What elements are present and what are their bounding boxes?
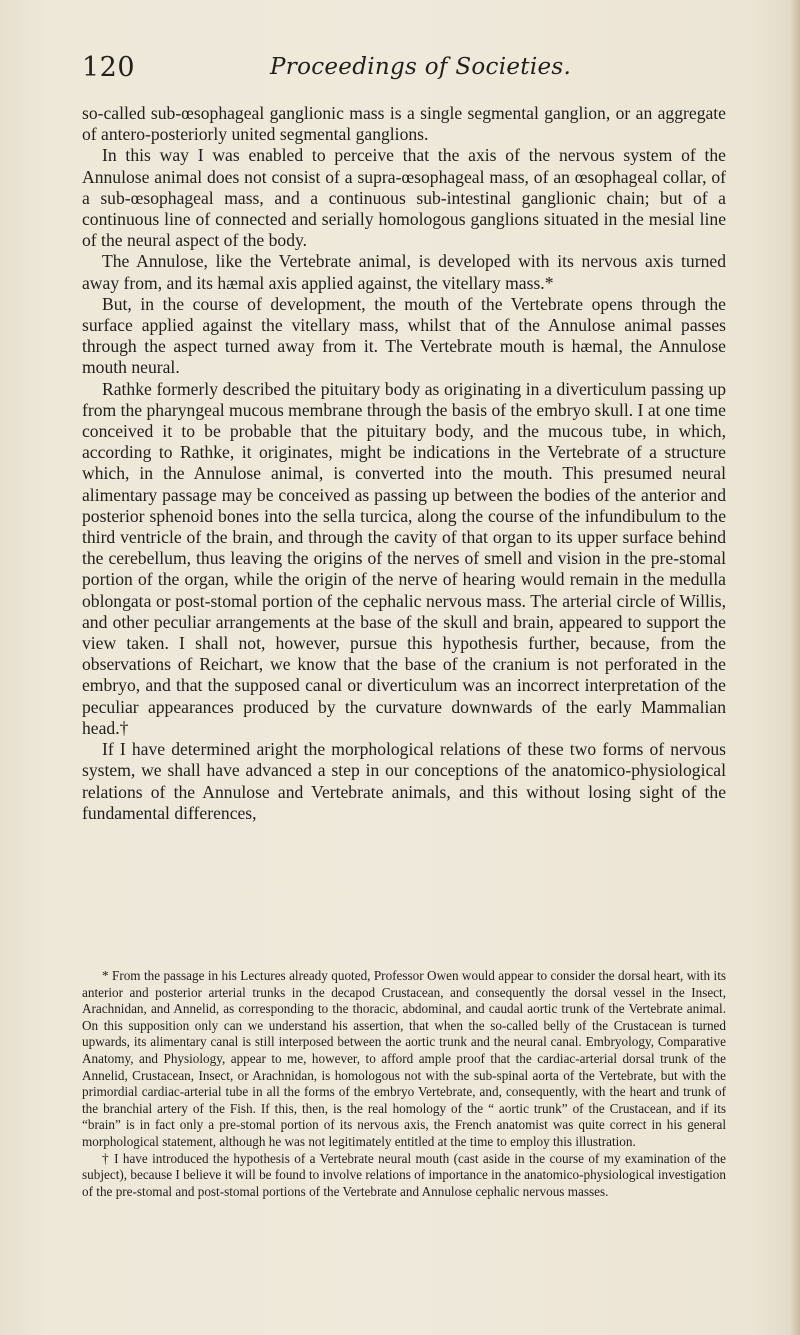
page-edge-shadow bbox=[790, 0, 800, 1335]
footnote-1: * From the passage in his Lectures already quoted, Professor Owen would appear to consider the dorsal heart, with its anterior and posterior arterial trunks in the decapod Crustacean, and consequently the dorsal vessel in the Insect, Arachnidan, and Annelid, as corresponding to the thoracic, abdominal, and caudal aortic trunk of the Vertebrate animal. On this supposition only can we understand his assertion, that when the so-called belly of the Crustacean is turned upwards, its alimentary canal is still interposed between the aortic trunk and the neural canal. Embryology, Comparative Anatomy, and Physiology, appear to me, however, to afford ample proof that the cardiac-arterial dorsal trunk of the Annelid, Crustacean, Insect, or Arachnidan, is homologous not with the sub-spinal aorta of the Vertebrate, but with the primordial cardiac-arterial tube in all the forms of the embryo Vertebrate, and, consequently, with the heart and trunk of the branchial artery of the Fish. If this, then, is the real homology of the “ aortic trunk” of the Crustacean, and if its “brain” is in fact only a pre-stomal portion of its nervous axis, the French anatomist was quite correct in his general morphological statement, although he was not legitimately entitled at the time to employ this illustration. bbox=[82, 968, 726, 1149]
paragraph-1: so-called sub-œsophageal ganglionic mass is a single segmental ganglion, or an aggregate of antero-posteriorly united segmental ganglions. bbox=[82, 103, 726, 145]
page-header bbox=[82, 52, 722, 92]
paragraph-2: In this way I was enabled to perceive that the axis of the nervous system of the Annulose animal does not consist of a supra-œsophageal mass, of an œsophageal collar, of a sub-œsophageal mass, and a continuous sub-intestinal ganglionic chain; but of a continuous line of connected and serially homologous ganglions situated in the mesial line of the neural aspect of the body. bbox=[82, 145, 726, 251]
main-text bbox=[82, 103, 726, 824]
paragraph-5: Rathke formerly described the pituitary body as originating in a diverticulum passing up from the pharyngeal mucous membrane through the basis of the embryo skull. I at one time conceived it to be probable that the pituitary body, and the mucous tube, in which, according to Rathke, it originates, might be indications in the Vertebrate of a structure which, in the Annulose animal, is converted into the mouth. This presumed neural alimentary passage may be conceived as passing up between the bodies of the anterior and posterior sphenoid bones into the sella turcica, along the course of the infundibulum to the third ventricle of the brain, and through the cavity of that organ to its upper surface behind the cerebellum, thus leaving the origins of the nerves of smell and vision in the pre-stomal portion of the organ, while the origin of the nerve of hearing would remain in the medulla oblongata or post-stomal portion of the cephalic nervous mass. The arterial circle of Willis, and other peculiar arrangements at the base of the skull and brain, appeared to support the view taken. I shall not, however, pursue this hypothesis further, because, from the observations of Reichart, we know that the base of the cranium is not perforated in the embryo, and that the supposed canal or diverticulum was an incorrect interpretation of the peculiar appearances produced by the curvature downwards of the early Mammalian head.† bbox=[82, 378, 726, 738]
page-number: 120 bbox=[82, 52, 136, 83]
paragraph-4: But, in the course of development, the mouth of the Vertebrate opens through the surface applied against the vitellary mass, whilst that of the Annulose animal passes through the aspect turned away from it. The Vertebrate mouth is hæmal, the Annulose mouth neural. bbox=[82, 293, 726, 378]
paragraph-3: The Annulose, like the Vertebrate animal, is developed with its nervous axis turned away from, and its hæmal axis applied against, the vitellary mass.* bbox=[82, 251, 726, 293]
footnote-2: † I have introduced the hypothesis of a Vertebrate neural mouth (cast aside in the course of my examination of the subject), because I believe it will be found to involve relations of importance in the anatomico-physiological investigation of the pre-stomal and post-stomal portions of the Vertebrate and Annulose cephalic nervous masses. bbox=[82, 1150, 726, 1199]
footnotes bbox=[82, 968, 726, 1200]
running-title: Proceedings of Societies. bbox=[270, 54, 572, 80]
paragraph-6: If I have determined aright the morphological relations of these two forms of nervous system, we shall have advanced a step in our conceptions of the anatomico-physiological relations of the Annulose and Vertebrate animals, and this without losing sight of the fundamental differences, bbox=[82, 739, 726, 823]
